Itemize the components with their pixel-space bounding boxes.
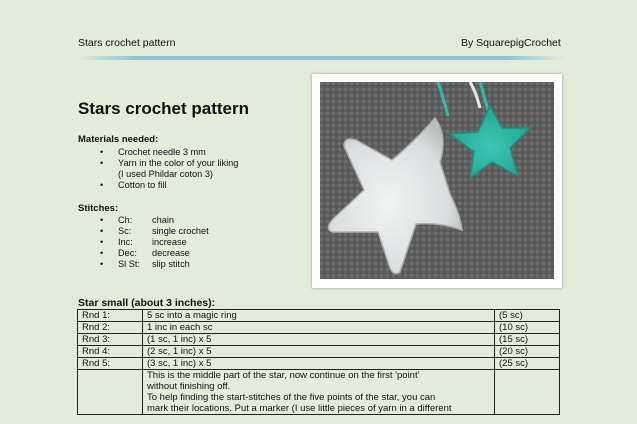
round-cell: Rnd 4: [78, 346, 143, 358]
count-cell: (5 sc) [495, 310, 560, 322]
note-line: To help finding the start-stitches of the five points of the star, you can [147, 392, 436, 403]
crochet-stars-illustration [320, 82, 554, 279]
table-row [78, 358, 560, 370]
crochet-stars-photo [320, 82, 554, 279]
stitch-name: increase [152, 237, 187, 247]
stitch-item [78, 226, 209, 237]
materials-item: • Cotton to fill [78, 180, 238, 191]
instruction-cell: 5 sc into a magic ring [143, 310, 495, 322]
stitch-abbr: Sl St: [118, 259, 140, 269]
note-line: This is the middle part of the star, now continue on the first 'point' [147, 370, 420, 381]
materials-item: • Crochet needle 3 mm [78, 147, 238, 158]
note-line: mark their locations. Put a marker (I use little pieces of yarn in a different [147, 403, 452, 414]
materials-label: Materials needed: [78, 134, 159, 145]
table-row [78, 346, 560, 358]
photo-frame [312, 74, 562, 288]
count-cell: (20 sc) [495, 346, 560, 358]
table-title: Star small (about 3 inches): [78, 297, 216, 309]
header-left-text: Stars crochet pattern [78, 37, 176, 49]
table-row [78, 310, 560, 322]
instruction-cell: 1 inc in each sc [143, 322, 495, 334]
stitch-name: slip stitch [152, 259, 190, 269]
stitch-item [78, 215, 209, 226]
stitches-label: Stitches: [78, 203, 119, 214]
stitch-abbr: Dec: [118, 248, 137, 258]
stitch-abbr: Ch: [118, 215, 133, 225]
stitch-name: single crochet [152, 226, 209, 236]
materials-item-continuation: (I used Phildar coton 3) [118, 169, 213, 179]
stitches-list [78, 215, 209, 270]
round-cell: Rnd 2: [78, 322, 143, 334]
count-cell-empty [495, 370, 560, 415]
table-row [78, 322, 560, 334]
round-cell: Rnd 5: [78, 358, 143, 370]
stitch-item [78, 259, 209, 270]
round-cell: Rnd 1: [78, 310, 143, 322]
instruction-cell: (2 sc, 1 inc) x 5 [143, 346, 495, 358]
materials-list [78, 147, 238, 191]
count-cell: (15 sc) [495, 334, 560, 346]
instruction-cell: (3 sc, 1 inc) x 5 [143, 358, 495, 370]
header-rule [76, 56, 566, 60]
note-line: without finishing off. [147, 381, 231, 392]
rounds-table [77, 309, 560, 415]
materials-item: • Yarn in the color of your liking [78, 158, 238, 169]
header-right-text: By SquarepigCrochet [461, 37, 561, 49]
page-title: Stars crochet pattern [78, 99, 249, 118]
stitch-name: chain [152, 215, 174, 225]
stitch-item [78, 237, 209, 248]
round-cell: Rnd 3: [78, 334, 143, 346]
instruction-cell: (1 sc, 1 inc) x 5 [143, 334, 495, 346]
stitch-abbr: Sc: [118, 226, 132, 236]
round-cell-empty [78, 370, 143, 415]
count-cell: (25 sc) [495, 358, 560, 370]
count-cell: (10 sc) [495, 322, 560, 334]
table-row [78, 334, 560, 346]
table-row-note [78, 370, 560, 415]
note-cell [143, 370, 495, 415]
stitch-name: decrease [152, 248, 190, 258]
stitch-abbr: Inc: [118, 237, 133, 247]
stitch-item [78, 248, 209, 259]
